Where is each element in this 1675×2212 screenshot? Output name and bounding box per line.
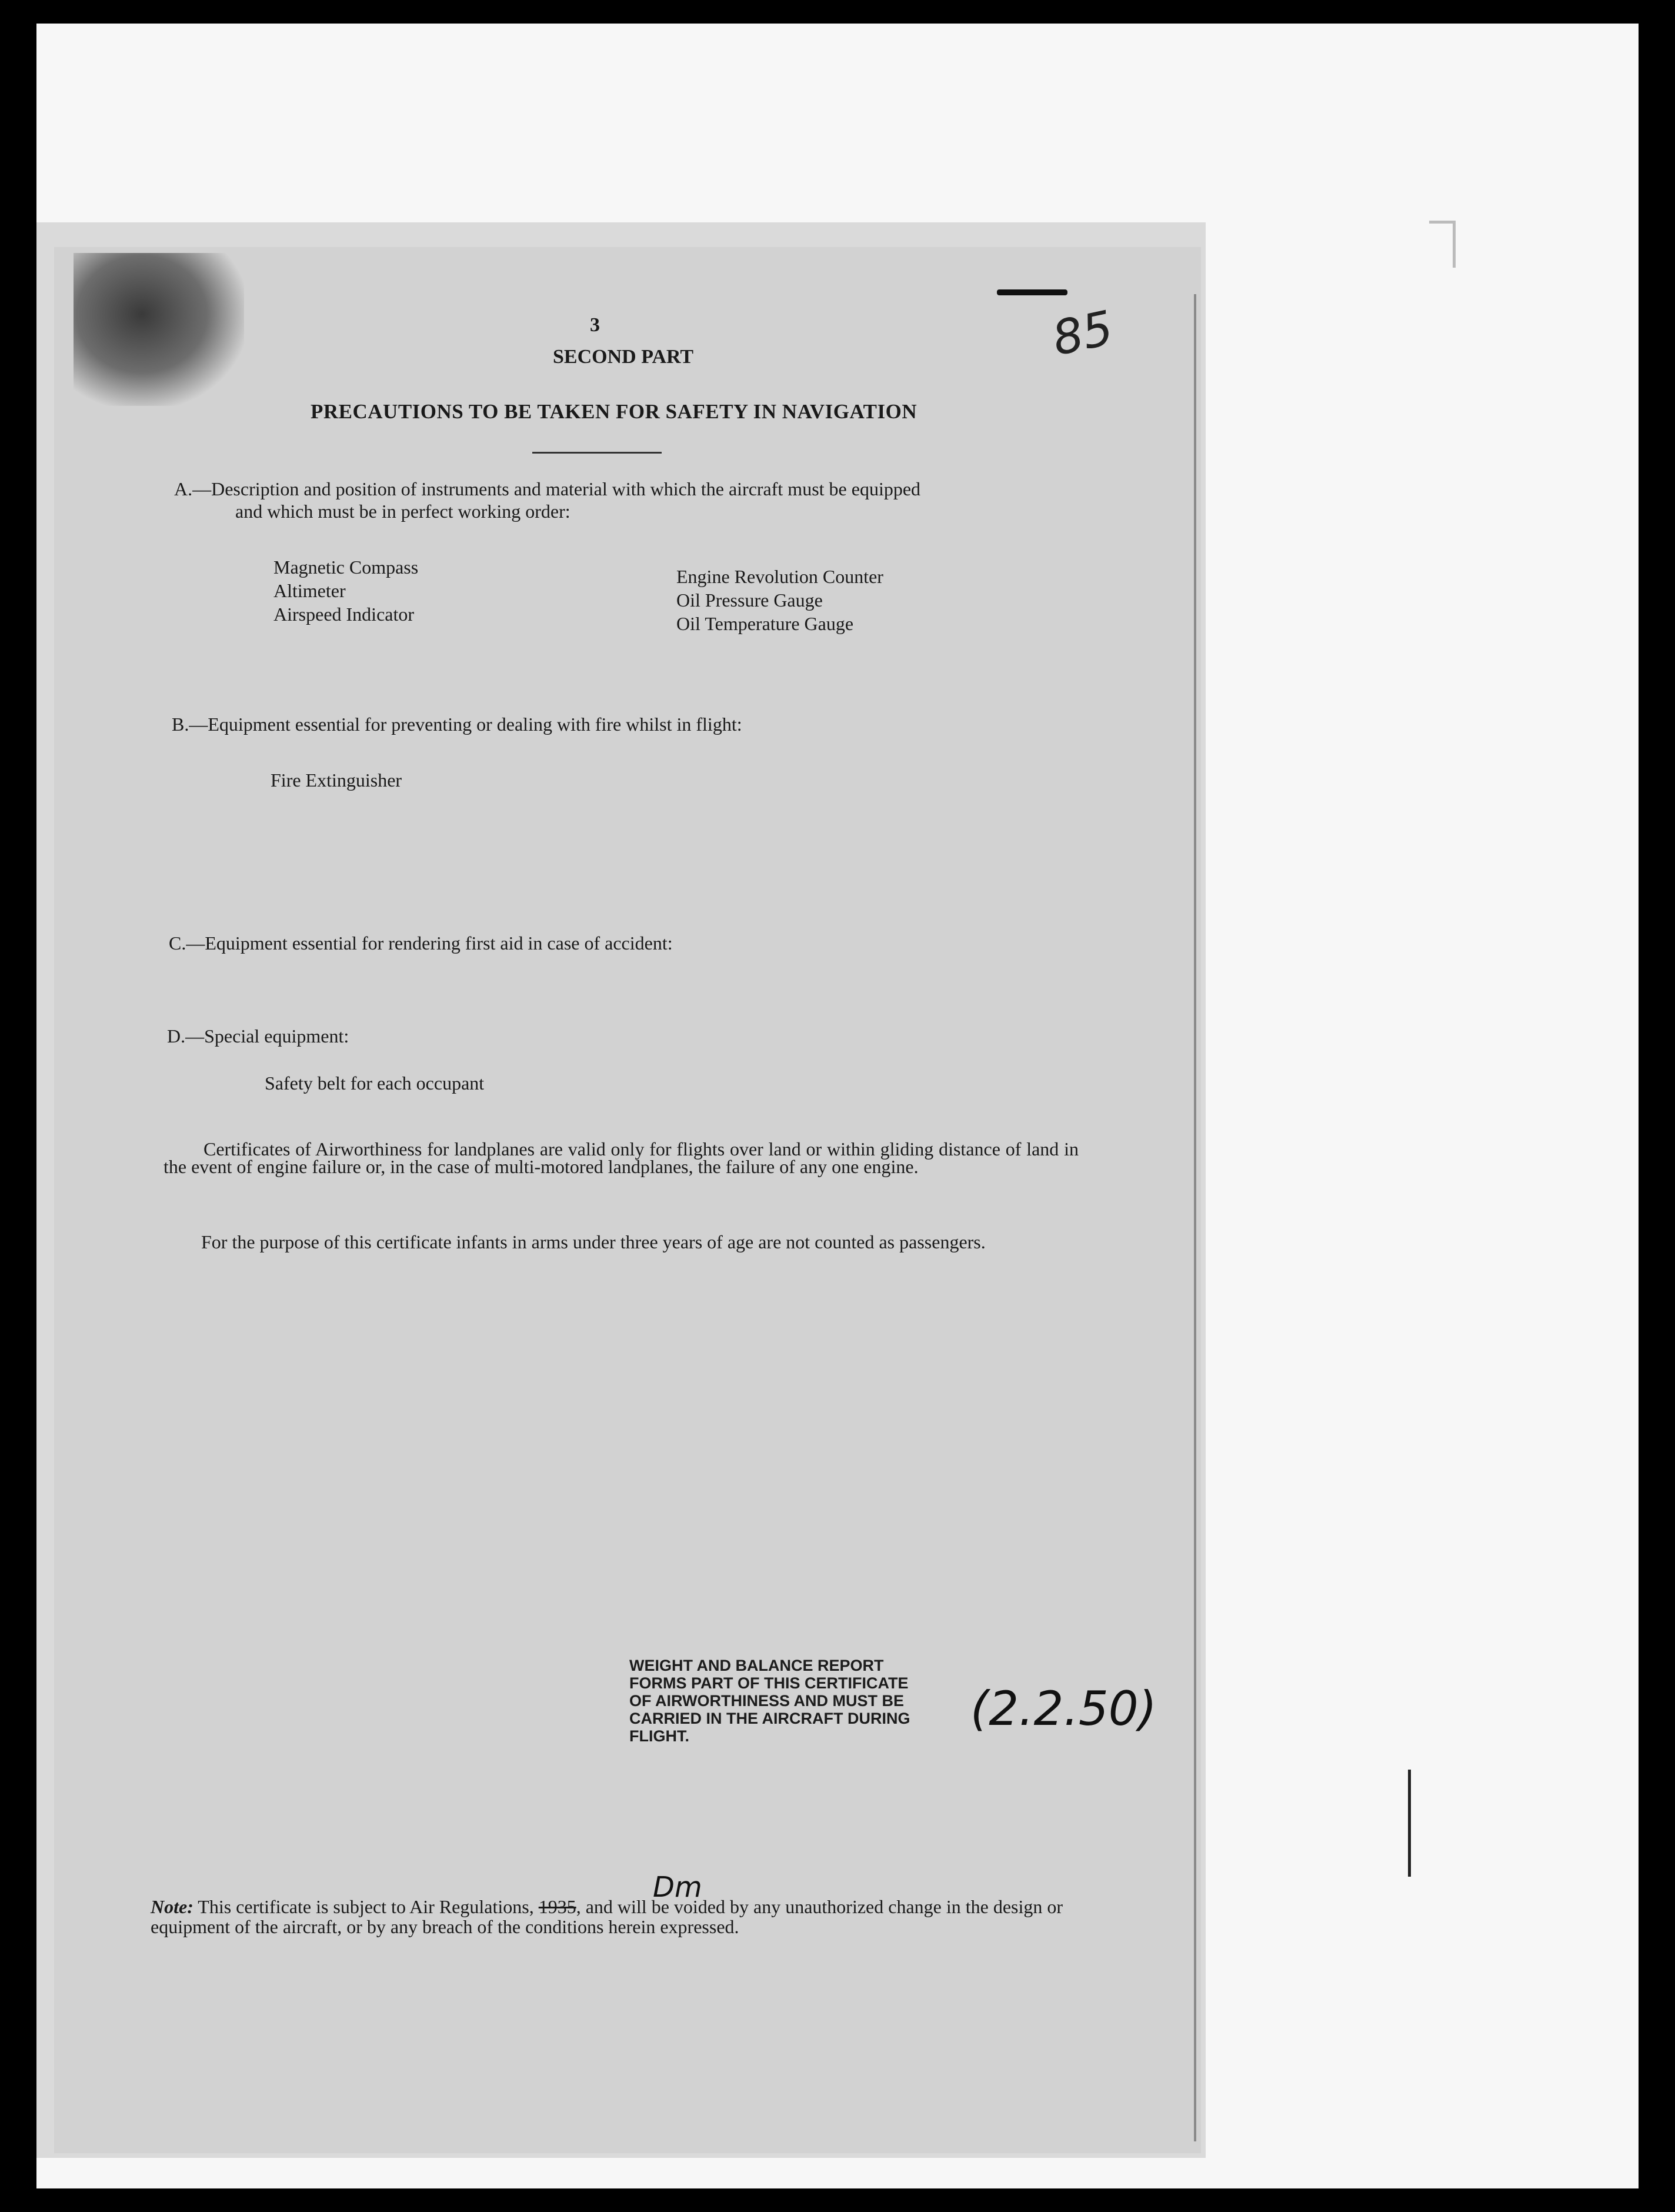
instruments-left-list — [273, 555, 418, 626]
section-b: B.—Equipment essential for preventing or dealing with fire whilst in flight: — [172, 714, 742, 735]
instrument-item: Altimeter — [273, 580, 346, 601]
instrument-item: Engine Revolution Counter — [676, 566, 883, 587]
note-text-before: This certificate is subject to Air Regulations, — [193, 1896, 539, 1917]
stamp-line: OF AIRWORTHINESS AND MUST BE — [629, 1692, 905, 1710]
airworthiness-paragraph: Certificates of Airworthiness for landplanes are valid only for flights over land or within gliding distance of land in the event of engine failure or, in the case of multi-motored landplanes, the failure of any one engine. — [164, 1138, 1079, 1177]
section-a — [174, 478, 1092, 522]
heading-underline — [532, 452, 662, 454]
instrument-item: Magnetic Compass — [273, 557, 419, 578]
instruments-right-list — [676, 565, 883, 635]
instrument-item: Oil Temperature Gauge — [676, 613, 854, 634]
top-dash-mark — [997, 289, 1067, 295]
stamp-line: CARRIED IN THE AIRCRAFT DURING — [629, 1710, 910, 1727]
section-a-line1: Description and position of instruments and material with which the aircraft must be equipped — [211, 478, 921, 499]
part-title: SECOND PART — [553, 346, 694, 368]
edge-mark — [1453, 221, 1456, 268]
page-number: 3 — [590, 314, 600, 336]
weight-balance-stamp — [629, 1657, 910, 1745]
torn-corner-smudge — [74, 253, 244, 406]
stamp-line: FORMS PART OF THIS CERTIFICATE — [629, 1674, 909, 1692]
stamp-line: WEIGHT AND BALANCE REPORT — [629, 1657, 884, 1674]
instrument-item: Airspeed Indicator — [273, 604, 415, 625]
section-d-item: Safety belt for each occupant — [265, 1072, 485, 1094]
infants-paragraph: For the purpose of this certificate infants in arms under three years of age are not counted as passengers. — [201, 1231, 986, 1252]
edge-mark — [1429, 221, 1453, 224]
note-text-after: , and will be voided by any unauthorized change in the design or equipment of the aircraft, or by any breach of the conditions herein expressed. — [151, 1896, 1063, 1937]
page-edge-line — [1194, 294, 1196, 2141]
section-a-line2: and which must be in perfect working order: — [235, 501, 570, 522]
note-paragraph — [151, 1897, 1068, 1937]
handwritten-page-mark: 85 — [1047, 300, 1118, 367]
section-d: D.—Special equipment: — [167, 1025, 349, 1047]
handwritten-number: (2.2.50) — [970, 1681, 1157, 1736]
note-label: Note: — [151, 1896, 193, 1917]
document-page — [54, 247, 1201, 2153]
margin-line — [1408, 1770, 1411, 1877]
section-c: C.—Equipment essential for rendering first aid in case of accident: — [169, 932, 673, 954]
stamp-line: FLIGHT. — [629, 1727, 689, 1745]
struck-year: 1935 — [538, 1896, 576, 1917]
section-a-label: A.— — [174, 478, 212, 499]
section-b-item: Fire Extinguisher — [271, 769, 402, 791]
instrument-item: Oil Pressure Gauge — [676, 589, 823, 611]
main-heading: PRECAUTIONS TO BE TAKEN FOR SAFETY IN NAVIGATION — [311, 400, 917, 423]
handwritten-initials: Dm — [653, 1871, 702, 1904]
